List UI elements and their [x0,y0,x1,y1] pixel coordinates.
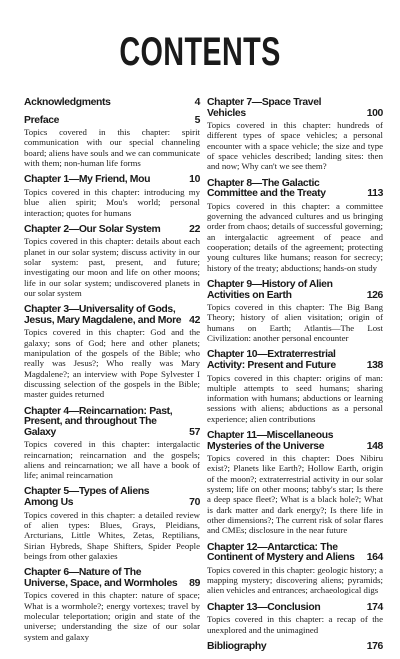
chapter-title: Chapter 1—My Friend, Mou [24,174,151,186]
chapter-title: Chapter 4—Reincarnation: Past, Present, and throughout The Galaxy [24,405,173,438]
toc-entry [207,350,383,424]
toc-entry-heading [207,98,383,119]
toc-entry [24,225,200,298]
toc-entry-heading [207,543,383,564]
page-number: 100 [366,107,383,119]
page-number: 176 [366,640,383,652]
toc-entry-heading [207,179,383,200]
toc-entry [24,487,200,561]
page-number: 174 [366,601,383,613]
toc-entry [24,305,200,399]
toc-entry-heading [24,487,200,508]
toc-entry-heading [24,568,200,589]
toc-entry [24,407,200,481]
toc-entry-heading [207,431,383,452]
chapter-description: Topics covered in this chapter: spirit communication with our special channeling board; aliens have souls and we can communicate with them; non-human life forms [24,127,200,169]
chapter-title: Chapter 9—History of Alien Activities on Earth [207,278,333,301]
chapter-title: Chapter 8—The Galactic Committee and the Treaty [207,177,326,200]
chapter-description: Topics covered in this chapter: hundreds of different types of space vehicles; a personal encounter with a space vehicle; the size and type of space vehicles described; landing sites: then and now; Why can't we see them? [207,120,383,172]
toc-entry [207,179,383,273]
toc-entry [207,603,383,635]
chapter-description: Topics covered in this chapter: geologic history; a mapping mystery; discovering aliens; pyramids; alien vehicles and entrances; archaeological digs [207,564,383,596]
chapter-title: Chapter 7—Space Travel Vehicles [207,97,322,119]
page-number: 164 [366,552,383,564]
page-number: 113 [367,188,383,200]
chapter-description: Topics covered in this chapter: introducing my blue alien spirit; Mou's world; personal interaction; quotes for humans [24,186,200,218]
chapter-description: Topics covered in this chapter: a detailed review of alien types: Blues, Grays, Pleidians, Arcturians, Little Whites, Zetas, Reptilians, Sirian Hybreds, Shape Shifters, Spider People beings from other galaxies [24,509,200,561]
toc-entry [207,543,383,596]
page-number: 5 [194,114,200,126]
page-number: 42 [189,314,200,326]
chapter-description: Topics covered in this chapter: Does Nibiru exist?; Planets like Earth?; Hollow Earth, origin of the moon?; extraterrestrial activity in our solar system; life on other moons; tabby's star; Is there a deep space fleet?; What is a black hole?; What is dark matter and dark energy?; Is there life in other dimensions?; The current risk of solar flares and CMEs; disclosure in the near future [207,453,383,536]
chapter-description: Topics covered in this chapter: The Big Bang Theory; history of alien visitation; origin of humans on Earth; Atlantis—The Lost Civilization: another personal encounter [207,302,383,344]
chapter-description: Topics covered in this chapter: intergalactic reincarnation; reincarnation and the gospels; aliens and reincarnation; we all have a book of life; animal reincarnation [24,439,200,481]
chapter-title: Chapter 5—Types of Aliens Among Us [24,486,150,509]
chapter-title: Chapter 3—Universality of Gods, Jesus, Mary Magdalene, and More [24,304,182,326]
chapter-title: Acknowledgments [24,97,111,108]
chapter-title: Bibliography [207,640,267,652]
toc-entry [24,568,200,642]
toc-entry-heading [207,350,383,371]
toc-entry [24,175,200,217]
chapter-title: Chapter 11—Miscellaneous Mysteries of the Universe [207,429,334,452]
toc-entry-heading [207,280,383,301]
toc-entry [207,431,383,536]
chapter-description: Topics covered in this chapter: a recap of the unexplored and the unimagined [207,614,383,635]
toc-entry-heading [24,407,200,439]
chapter-title: Preface [24,114,60,126]
chapter-title: Chapter 12—Antarctica: The Continent of Mystery and Aliens [207,541,355,564]
toc-entry [207,280,383,343]
page-number: 57 [189,426,200,438]
toc-entry [207,642,383,653]
toc-entry-heading [24,175,200,186]
page-number: 89 [189,577,200,589]
page-title: CONTENTS [119,30,281,74]
toc-entry-heading [24,225,200,236]
chapter-title: Chapter 6—Nature of The Universe, Space, and Wormholes [24,567,178,589]
toc-entry [24,98,200,109]
page-number: 126 [366,289,383,301]
chapter-description: Topics covered in this chapter: nature of space; What is a wormhole?; energy vortexes; travel by molecular teleportation; origin and state of the universe; understanding the size of our solar system and galaxy [24,590,200,642]
toc-entry-heading [207,642,383,653]
page-number: 10 [189,174,200,186]
chapter-title: Chapter 2—Our Solar System [24,223,161,235]
page-number: 148 [366,440,383,452]
chapter-title: Chapter 10—Extraterrestrial Activity: Present and Future [207,349,336,371]
chapter-description: Topics covered in this chapter: details about each planet in our solar system; discuss activity in our solar system: past, present, and future; investigating our moon and life on other moons; life in our solar system; undiscovered planets in our solar system [24,236,200,298]
toc-entry [207,98,383,172]
chapter-description: Topics covered in this chapter: a committee governing the advanced cultures and us bringing order from chaos; details of successful governing; an intergalactic agreement of peace and cooperation; details of the agreement; protecting young cultures like humans; reason for secrecy; history of the treaty; abductions; hands-on study [207,200,383,273]
chapter-title: Chapter 13—Conclusion [207,601,321,613]
toc-entry-heading [24,116,200,127]
page-number: 4 [194,97,200,108]
page-number: 22 [189,223,200,235]
chapter-description: Topics covered in this chapter: God and the galaxy; sons of God; here and other planets; manipulation of the gospels of the Bible; who really was Jesus?; Who really was Mary Magdalene?; an interview with Pope Sylvester I discussing selection of the gospels in the Bible; master guides returned [24,327,200,400]
toc-entry-heading [24,305,200,326]
toc-column-left [24,98,200,649]
toc-entry-heading [207,603,383,614]
chapter-description: Topics covered in this chapter: origins of man: multiple attempts to seed humans; sharing information with humans; abductions or learning sessions with aliens; abductions as a personal experience; alien contributions [207,372,383,424]
toc-entry [24,116,200,169]
toc-entry-heading [24,98,200,109]
page-number: 70 [189,497,200,509]
page-number: 138 [366,359,383,371]
toc-column-right [207,98,383,659]
